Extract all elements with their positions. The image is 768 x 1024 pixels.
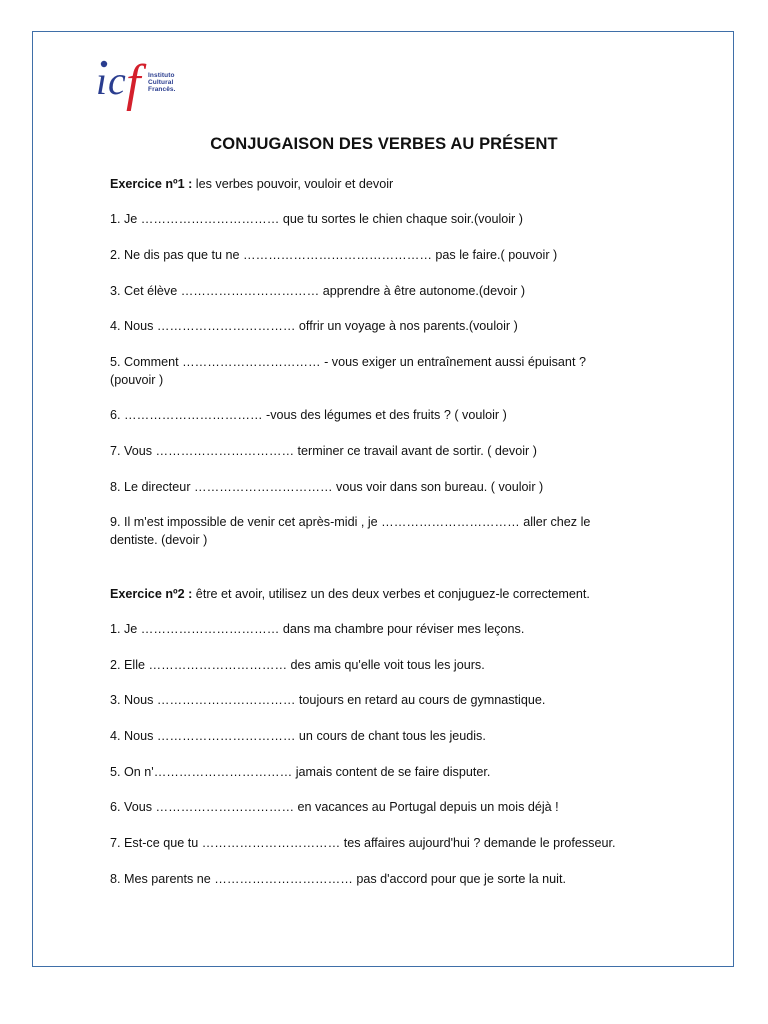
exercise1-subtitle: les verbes pouvoir, vouloir et devoir	[192, 177, 394, 191]
exercise2-item-4: 4. Nous …………………………… un cours de chant tous les jeudis.	[110, 729, 486, 743]
exercise2-item-7: 7. Est-ce que tu …………………………… tes affaires aujourd'hui ? demande le professeur.	[110, 836, 616, 850]
exercise1-item-4: 4. Nous …………………………… offrir un voyage à nos parents.(vouloir )	[110, 319, 518, 333]
icf-logo	[90, 44, 200, 114]
exercise1-item-3: 3. Cet élève …………………………… apprendre à être autonome.(devoir )	[110, 284, 526, 298]
logo-tag-line-2: Cultural	[148, 79, 174, 86]
exercise1-header	[110, 175, 393, 193]
page-border	[32, 31, 734, 967]
logo-tag-line-3: Francês.	[148, 86, 176, 93]
exercise1-item-2: 2. Ne dis pas que tu ne ……………………………………… pas le faire.( pouvoir )	[110, 248, 558, 262]
exercise2-item-5: 5. On n'…………………………… jamais content de se faire disputer.	[110, 765, 491, 779]
svg-text:c: c	[108, 58, 126, 103]
exercise1-item-8: 8. Le directeur …………………………… vous voir dans son bureau. ( vouloir )	[110, 480, 544, 494]
logo-tag-line-1: Instituto	[148, 72, 175, 79]
exercise2-item-8: 8. Mes parents ne …………………………… pas d'accord pour que je sorte la nuit.	[110, 872, 566, 886]
exercise1-item-7: 7. Vous …………………………… terminer ce travail avant de sortir. ( devoir )	[110, 444, 537, 458]
page-title: CONJUGAISON DES VERBES AU PRÉSENT	[210, 135, 558, 153]
exercise1-item-6: 6. …………………………… -vous des légumes et des fruits ? ( vouloir )	[110, 408, 507, 422]
exercise2-subtitle: être et avoir, utilisez un des deux verbes et conjuguez-le correctement.	[192, 587, 590, 601]
exercise2-header	[110, 585, 590, 603]
exercise2-item-2: 2. Elle …………………………… des amis qu'elle voit tous les jours.	[110, 658, 485, 672]
exercise1-item-9: 9. Il m'est impossible de venir cet après-midi , je …………………………… aller chez le	[110, 515, 591, 529]
exercise1-item-5: 5. Comment …………………………… - vous exiger un entraînement aussi épuisant ?	[110, 355, 586, 369]
exercise1-item-9-cont: dentiste. (devoir )	[110, 533, 208, 547]
exercise1-item-5-cont: (pouvoir )	[110, 373, 164, 387]
exercise2-heading: Exercice nº2 :	[110, 587, 193, 601]
svg-text:ı: ı	[96, 58, 108, 103]
exercise2-item-6: 6. Vous …………………………… en vacances au Portugal depuis un mois déjà !	[110, 800, 559, 814]
exercise1-heading: Exercice nº1 :	[110, 177, 193, 191]
svg-text:f: f	[126, 55, 141, 112]
exercise2-item-1: 1. Je …………………………… dans ma chambre pour réviser mes leçons.	[110, 622, 525, 636]
logo-tagline	[148, 72, 176, 93]
exercise2-item-3: 3. Nous …………………………… toujours en retard au cours de gymnastique.	[110, 693, 546, 707]
exercise1-item-1: 1. Je …………………………… que tu sortes le chien chaque soir.(vouloir )	[110, 212, 523, 226]
